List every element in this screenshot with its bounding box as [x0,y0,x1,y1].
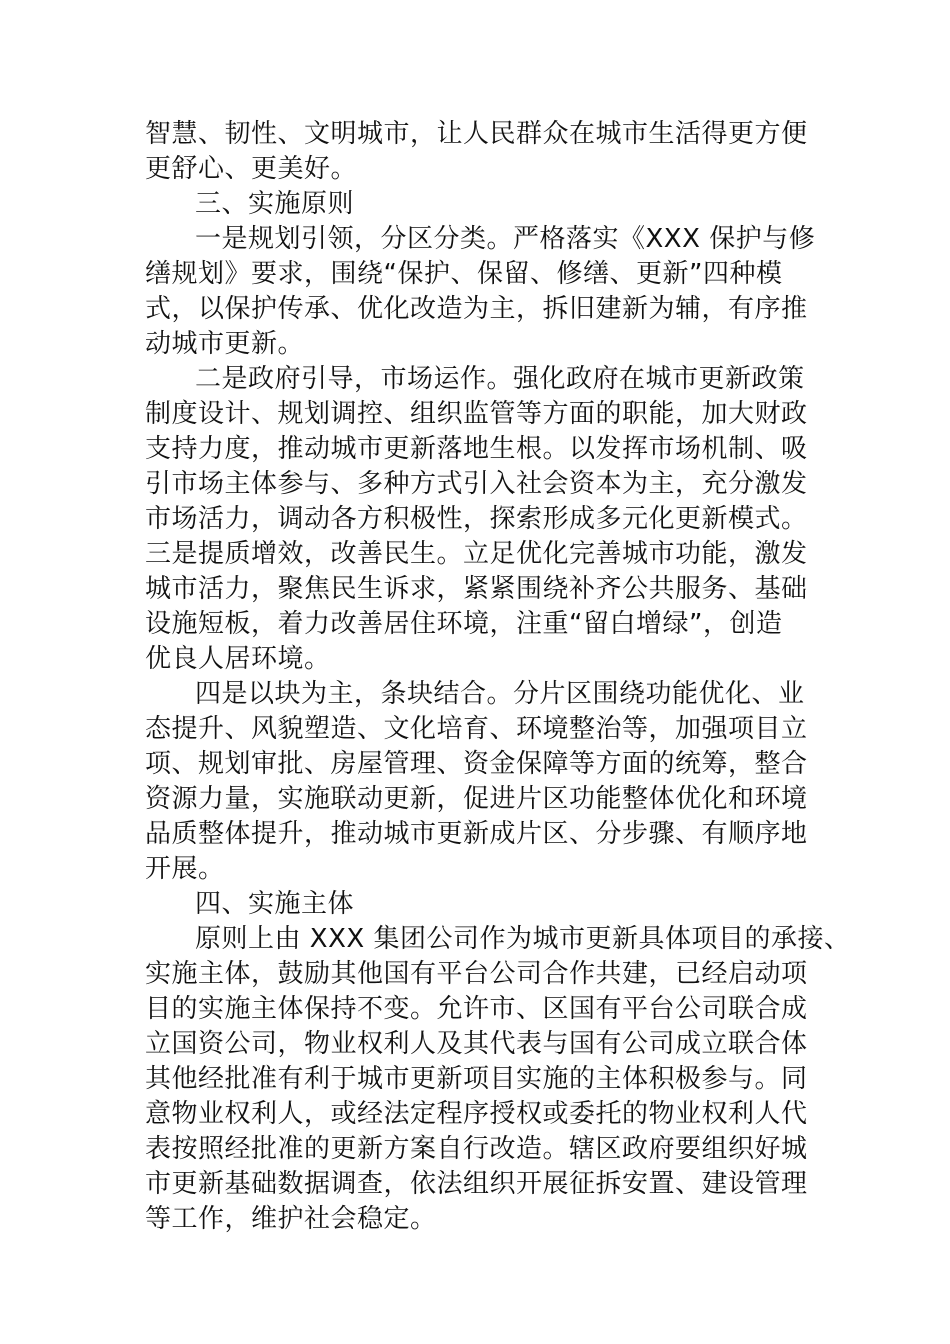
text-line: 开展。 [145,854,225,884]
text-line: 目的实施主体保持不变。允许市、区国有平台公司联合成 [145,994,808,1024]
text-line: 更舒心、更美好。 [145,154,358,184]
text-line: 其他经批准有利于城市更新项目实施的主体积极参与。同 [145,1064,808,1094]
text-line: 市更新基础数据调查，依法组织开展征拆安置、建设管理 [145,1169,808,1199]
text-line: 引市场主体参与、多种方式引入社会资本为主，充分激发 [145,469,808,499]
text-line: 资源力量，实施联动更新，促进片区功能整体优化和环境 [145,784,808,814]
text-line: 实施主体，鼓励其他国有平台公司合作共建，已经启动项 [145,959,808,989]
text-line: 智慧、韧性、文明城市，让人民群众在城市生活得更方便 [145,119,808,149]
section-heading: 三、实施原则 [195,189,355,219]
text-line: 缮规划》要求，围绕“保护、保留、修缮、更新”四种模 [145,259,783,289]
text-line: 支持力度，推动城市更新落地生根。以发挥市场机制、吸 [145,434,808,464]
text-line: 立国资公司，物业权利人及其代表与国有公司成立联合体 [145,1029,808,1059]
text-line: 设施短板，着力改善居住环境，注重“留白增绿”，创造 [145,609,783,639]
text-line: 意物业权利人，或经法定程序授权或委托的物业权利人代 [145,1099,808,1129]
text-line: 三是提质增效，改善民生。立足优化完善城市功能，激发 [145,539,808,569]
text-line: 城市活力，聚焦民生诉求，紧紧围绕补齐公共服务、基础 [145,574,808,604]
text-line: 等工作，维护社会稳定。 [145,1204,437,1234]
text-line: 动城市更新。 [145,329,305,359]
text-line: 市场活力，调动各方积极性，探索形成多元化更新模式。 [145,504,808,534]
text-line: 制度设计、规划调控、组织监管等方面的职能，加大财政 [145,399,808,429]
text-line: 原则上由 XXX 集团公司作为城市更新具体项目的承接、 [195,924,851,954]
text-line: 优良人居环境。 [145,644,331,674]
text-line: 二是政府引导，市场运作。强化政府在城市更新政策 [195,364,805,394]
text-line: 四是以块为主，条块结合。分片区围绕功能优化、业 [195,679,805,709]
text-line: 品质整体提升，推动城市更新成片区、分步骤、有顺序地 [145,819,808,849]
text-line: 式，以保护传承、优化改造为主，拆旧建新为辅，有序推 [145,294,808,324]
section-heading: 四、实施主体 [195,889,355,919]
text-line: 项、规划审批、房屋管理、资金保障等方面的统筹，整合 [145,749,808,779]
text-line: 表按照经批准的更新方案自行改造。辖区政府要组织好城 [145,1134,808,1164]
text-line: 一是规划引领，分区分类。严格落实《XXX 保护与修 [195,224,816,254]
text-line: 态提升、风貌塑造、文化培育、环境整治等，加强项目立 [145,714,808,744]
